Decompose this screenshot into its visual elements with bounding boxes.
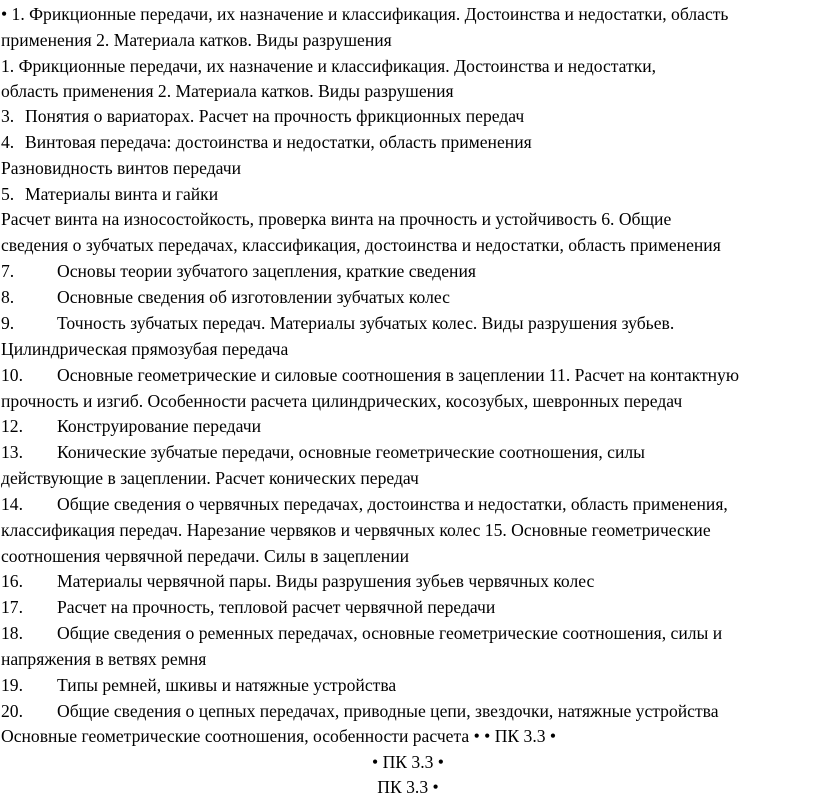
item-text: Точность зубчатых передач. Материалы зубчатых колес. Виды разрушения зубьев. [57, 313, 675, 333]
item-number: 19. [1, 675, 23, 695]
text-line: • 1. Фрикционные передачи, их назначение и классификация. Достоинства и недостатки, область [1, 4, 729, 24]
list-item [1, 441, 645, 465]
item-text: Общие сведения о червячных передачах, достоинства и недостатки, область применения, [57, 494, 728, 514]
item-text: Общие сведения о цепных передачах, приводные цепи, звездочки, натяжные устройства [57, 701, 719, 721]
item-text: Основные геометрические и силовые соотношения в зацеплении 11. Расчет на контактную [57, 365, 739, 385]
text-line: сведения о зубчатых передачах, классификация, достоинства и недостатки, область применения [1, 235, 721, 255]
list-item [1, 364, 739, 388]
item-text: Материалы винта и гайки [25, 184, 219, 204]
item-text: Типы ремней, шкивы и натяжные устройства [57, 675, 397, 695]
list-item [1, 286, 450, 310]
list-item [1, 674, 396, 698]
text-line: Разновидность винтов передачи [1, 158, 242, 178]
item-number: 13. [1, 442, 23, 462]
text-line: Основные геометрические соотношения, особенности расчета • • ПК 3.3 • [1, 726, 557, 746]
text-line: Расчет винта на износостойкость, проверка винта на прочность и устойчивость 6. Общие [1, 209, 672, 229]
list-item [1, 260, 476, 284]
list-item [1, 183, 218, 207]
list-item [1, 312, 674, 336]
item-text: Основные сведения об изготовлении зубчатых колес [57, 287, 450, 307]
text-line: действующие в зацеплении. Расчет конических передач [1, 468, 419, 488]
item-text: Общие сведения о ременных передачах, основные геометрические соотношения, силы и [57, 623, 723, 643]
item-number: 10. [1, 365, 23, 385]
text-line: соотношения червячной передачи. Силы в зацеплении [1, 546, 410, 566]
list-item [1, 105, 524, 129]
text-line: область применения 2. Материала катков. Виды разрушения [1, 81, 454, 101]
item-text: Конические зубчатые передачи, основные геометрические соотношения, силы [57, 442, 645, 462]
item-number: 9. [1, 313, 15, 333]
text-line: Цилиндрическая прямозубая передача [1, 339, 289, 359]
list-item [1, 415, 261, 439]
item-number: 12. [1, 416, 23, 436]
item-text: Материалы червячной пары. Виды разрушения зубьев червячных колес [57, 571, 595, 591]
text-line: напряжения в ветвях ремня [1, 649, 207, 669]
text-line: 1. Фрикционные передачи, их назначение и классификация. Достоинства и недостатки, [1, 56, 657, 76]
item-number: 18. [1, 623, 23, 643]
item-text: Основы теории зубчатого зацепления, краткие сведения [57, 261, 476, 281]
footer-line: • ПК 3.3 • [372, 752, 444, 772]
list-item [1, 700, 719, 724]
item-number: 3. [1, 106, 15, 126]
item-number: 14. [1, 494, 23, 514]
item-text: Расчет на прочность, тепловой расчет червячной передачи [57, 597, 496, 617]
list-item [1, 570, 594, 594]
item-number: 8. [1, 287, 15, 307]
item-text: Конструирование передачи [57, 416, 261, 436]
text-line: прочность и изгиб. Особенности расчета цилиндрических, косозубых, шевронных передач [1, 391, 683, 411]
list-item [1, 622, 722, 646]
item-number: 20. [1, 701, 23, 721]
list-item [1, 493, 728, 517]
item-text: Винтовая передача: достоинства и недостатки, область применения [25, 132, 532, 152]
item-number: 4. [1, 132, 15, 152]
text-line: применения 2. Материала катков. Виды разрушения [1, 30, 392, 50]
list-item [1, 131, 532, 155]
item-text: Понятия о вариаторах. Расчет на прочность фрикционных передач [25, 106, 525, 126]
item-number: 5. [1, 184, 15, 204]
item-number: 17. [1, 597, 23, 617]
text-line: классификация передач. Нарезание червяков и червячных колес 15. Основные геометрические [1, 520, 711, 540]
item-number: 16. [1, 571, 23, 591]
list-item [1, 596, 495, 620]
item-number: 7. [1, 261, 15, 281]
footer-line: ПК 3.3 • [377, 777, 439, 797]
